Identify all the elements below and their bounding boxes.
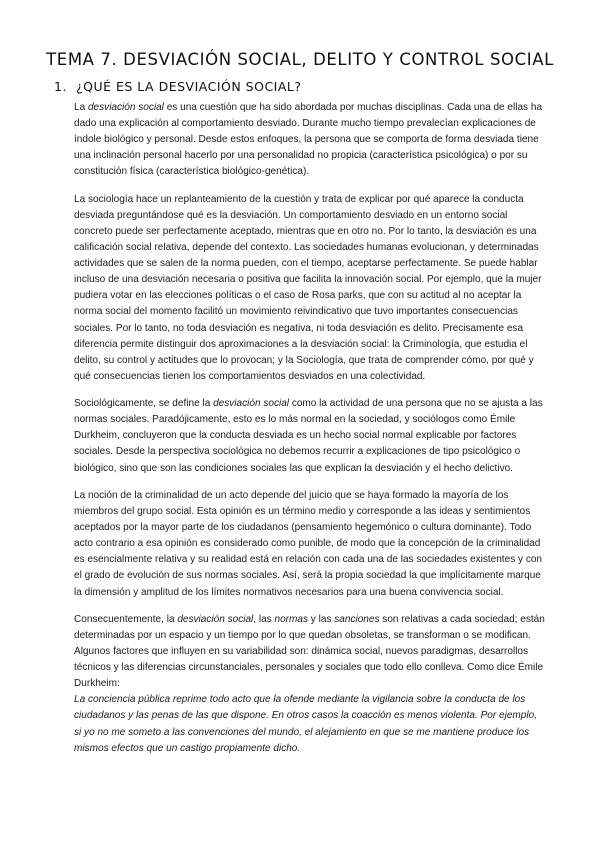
section-heading-text: ¿QUÉ ES LA DESVIACIÓN SOCIAL? [76, 79, 302, 94]
body-text [74, 100, 546, 768]
paragraph-1 [74, 100, 546, 180]
italic-term: desviación social [213, 398, 290, 410]
italic-term: normas [274, 613, 309, 625]
italic-term: desviación social [177, 613, 254, 625]
text-run: son relativas a cada sociedad; están determinadas por un espacio y un tiempo por lo que quedan obsoletas, se transforman o se modifican. Algunos factores que influyen en su variabilidad son: dinámica social, nuevos paradigmas, desarrollos técnicos y las diferencias circunstanciales, personales y sociales que todo ello conlleva. Como dice Émile Durkheim: [74, 613, 545, 690]
text-run: Consecuentemente, la [74, 613, 178, 625]
paragraph-5 [74, 612, 546, 692]
paragraph-2: La sociología hace un replanteamiento de la cuestión y trata de explicar por qué aparece la conducta desviada preguntándose qué es la desviación. Un comportamiento desviado en un entorno social concreto puede ser perfectamente aceptado, mientras que en otro no. Por lo tanto, la desviación es una calificación social relativa, depende del contexto. Las sociedades humanas evolucionan, y determinadas actividades que se salen de la norma pueden, con el tiempo, aceptarse perfectamente. Se puede hablar incluso de una desviación necesaria o positiva que facilita la innovación social. Por ejemplo, que la mujer pudiera votar en las elecciones políticas o el caso de Rosa parks, que con su actitud al no aceptar la norma social del momento facilitó un movimiento reivindicativo que tuvo importantes consecuencias sociales. Por lo tanto, no toda desviación es negativa, ni toda desviación es delito. Precisamente esa diferencia permite distinguir dos aproximaciones a la desviación social: la Criminología, que estudia el delito, su control y actitudes que lo provocan; y la Sociología, que trata de comprender cómo, por qué y qué consecuencias tienen los comportamientos desviados en una colectividad. [74, 193, 542, 382]
paragraph-4: La noción de la criminalidad de un acto depende del juicio que se haya formado la mayoría de los miembros del grupo social. Esta opinión es un término medio y corresponde a las ideas y sentimientos aceptados por la mayor parte de los ciudadanos (pensamiento hegemónico o cultura dominante). Todo acto contrario a esa opinión es considerado como punible, de modo que la concepción de la criminalidad es esencialmente relativa y su realidad está en relación con cada una de las sociedades existentes y con el grado de evolución de sus normas sociales. Así, será la propia sociedad la que implícitamente marque la dimensión y amplitud de los límites normativos necesarios para una buena convivencia social. [74, 489, 543, 598]
text-run: La [74, 102, 88, 113]
italic-term: desviación social [87, 102, 164, 113]
section-heading [54, 79, 302, 94]
text-run: y las [308, 613, 335, 625]
text-run: Sociológicamente, se define la [74, 398, 214, 410]
durkheim-quote: La conciencia pública reprime todo acto que la ofende mediante la vigilancia sobre la conducta de los ciudadanos y las penas de las que dispone. En otros casos la coacción es menos violenta. Por ejemplo, si yo no me someto a las convenciones del mundo, el alejamiento en que se me mantiene produce los mismos efectos que un castigo propiamente dicho. [74, 694, 537, 754]
text-run: es una cuestión que ha sido abordada por muchas disciplinas. Cada una de ellas ha dado una explicación al comportamiento desviado. Durante mucho tiempo prevalecían explicaciones de índole biológico y personal. Desde estos enfoques, la persona que se comporta de forma desviada tiene una inclinación personal hacerlo por una personalidad no propicia (característica psicológica) o por su constitución física (característica biológico-genética). [74, 102, 543, 178]
text-run: , las [253, 613, 275, 625]
section-number: 1. [54, 79, 67, 94]
page-title: TEMA 7. DESVIACIÓN SOCIAL, DELITO Y CONTROL SOCIAL [46, 50, 554, 70]
paragraph-3 [74, 396, 546, 476]
text-run: como la actividad de una persona que no se ajusta a las normas sociales. Paradójicamente, esto es lo más normal en la sociedad, y sociólogos como Émile Durkheim, concluyeron que la conducta desviada es un hecho social normal explicable por factores sociales. Desde la perspectiva sociológica no debemos recurrir a explicaciones de tipo psicológico o biológico, sino que son las condiciones sociales las que explican la desviación y el hecho delictivo. [74, 398, 543, 474]
italic-term: sanciones [334, 613, 380, 625]
